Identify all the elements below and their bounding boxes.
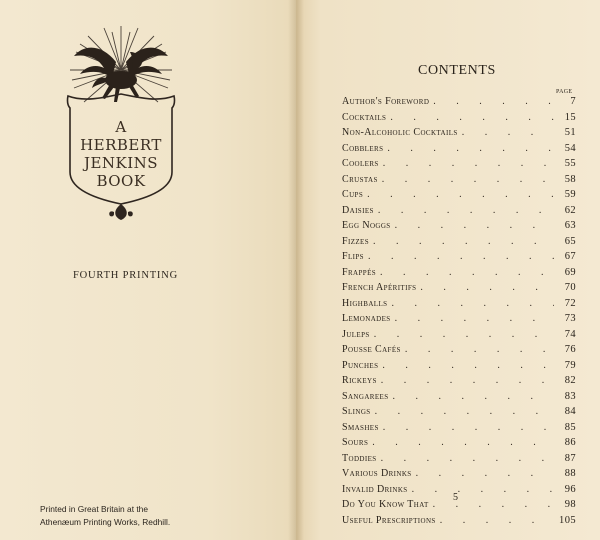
toc-entry-page: 87: [564, 452, 576, 464]
toc-entry: [342, 422, 576, 438]
table-of-contents: [342, 96, 576, 530]
toc-entry-page: 88: [564, 468, 576, 479]
toc-entry: [342, 313, 576, 329]
toc-entry-page: 85: [564, 421, 576, 433]
toc-entry: [342, 329, 576, 345]
toc-dot-leader: [383, 422, 554, 433]
toc-entry-page: 86: [564, 437, 576, 448]
toc-entry: [342, 205, 576, 221]
toc-dot-leader: [373, 236, 554, 247]
toc-entry: [342, 143, 576, 159]
toc-entry-page: 105: [559, 514, 576, 526]
imprint-line: Athenæum Printing Works, Redhill.: [40, 517, 171, 527]
toc-entry: [342, 220, 576, 236]
toc-dot-leader: [382, 360, 554, 371]
toc-entry-title: Egg Noggs: [342, 220, 391, 231]
toc-entry-title: Highballs: [342, 297, 388, 309]
toc-dot-leader: [420, 282, 554, 293]
toc-dot-leader: [462, 127, 554, 138]
toc-entry: [342, 344, 576, 360]
toc-entry: [342, 437, 576, 453]
toc-dot-leader: [375, 406, 554, 417]
device-line: A: [115, 118, 127, 136]
page-column-label: PAGE: [556, 89, 573, 95]
toc-dot-leader: [391, 298, 554, 309]
toc-entry-title: Juleps: [342, 328, 370, 340]
toc-entry: [342, 406, 576, 422]
toc-dot-leader: [378, 205, 554, 216]
toc-dot-leader: [380, 267, 554, 278]
toc-entry-title: Lemonades: [342, 313, 391, 324]
printing-notice: FOURTH PRINTING: [73, 270, 178, 281]
toc-entry: [342, 127, 576, 143]
toc-entry-page: 54: [564, 142, 576, 154]
device-line: JENKINS: [83, 154, 159, 172]
toc-entry-title: Punches: [342, 359, 379, 371]
toc-entry-title: Author's Foreword: [342, 96, 430, 107]
toc-entry: [342, 468, 576, 484]
toc-entry: [342, 236, 576, 252]
toc-entry: [342, 515, 576, 531]
fleuron-icon: [109, 204, 133, 220]
toc-entry-title: Invalid Drinks: [342, 483, 408, 495]
toc-dot-leader: [393, 391, 555, 402]
publisher-device: [58, 22, 184, 222]
toc-entry-page: 83: [564, 390, 576, 402]
toc-entry-page: 58: [564, 173, 576, 185]
toc-entry: [342, 267, 576, 283]
toc-entry-title: Crustas: [342, 173, 378, 185]
toc-entry-title: Do You Know That: [342, 499, 429, 510]
book-gutter: [288, 0, 304, 540]
toc-entry: [342, 112, 576, 128]
toc-entry-page: 72: [564, 297, 576, 309]
toc-entry-title: Cocktails: [342, 111, 387, 123]
toc-dot-leader: [383, 158, 554, 169]
device-line: HERBERT: [80, 136, 162, 154]
toc-entry-title: Cups: [342, 189, 364, 200]
toc-dot-leader: [405, 344, 554, 355]
toc-entry-page: 84: [564, 406, 576, 417]
toc-entry-title: Flips: [342, 251, 364, 262]
toc-dot-leader: [440, 515, 554, 526]
toc-entry-title: Fizzes: [342, 235, 370, 247]
toc-entry-page: 51: [564, 127, 576, 138]
printer-imprint: [40, 503, 290, 529]
toc-dot-leader: [390, 112, 554, 123]
toc-entry-page: 63: [564, 220, 576, 231]
toc-entry-page: 96: [564, 483, 576, 495]
toc-entry-title: Various Drinks: [342, 468, 412, 479]
toc-dot-leader: [372, 437, 554, 448]
toc-entry: [342, 391, 576, 407]
contents-title: CONTENTS: [418, 63, 496, 78]
toc-entry-title: Pousse Cafés: [342, 344, 401, 355]
imprint-line: Printed in Great Britain at the: [40, 504, 148, 514]
toc-entry: [342, 484, 576, 500]
toc-dot-leader: [368, 251, 554, 262]
device-text: [76, 118, 166, 190]
toc-entry: [342, 189, 576, 205]
toc-entry: [342, 96, 576, 112]
toc-entry-title: Daisies: [342, 204, 374, 216]
toc-entry-page: 62: [564, 204, 576, 216]
toc-entry-title: Sours: [342, 437, 369, 448]
toc-entry-title: Frappés: [342, 266, 377, 278]
toc-entry-title: Slings: [342, 406, 371, 417]
toc-entry-title: Toddies: [342, 452, 377, 464]
toc-entry-page: 82: [564, 375, 576, 386]
toc-entry: [342, 251, 576, 267]
toc-entry-page: 67: [564, 251, 576, 262]
toc-entry-title: Rickeys: [342, 375, 377, 386]
toc-entry-page: 70: [564, 282, 576, 293]
toc-dot-leader: [433, 499, 554, 510]
toc-entry: [342, 158, 576, 174]
sunburst-icon: [70, 26, 172, 102]
toc-entry-page: 55: [564, 158, 576, 169]
toc-entry-title: Cobblers: [342, 142, 384, 154]
toc-entry: [342, 282, 576, 298]
toc-entry-page: 73: [564, 313, 576, 324]
toc-dot-leader: [412, 484, 554, 495]
toc-entry: [342, 375, 576, 391]
toc-dot-leader: [387, 143, 554, 154]
toc-entry-title: Non-Alcoholic Cocktails: [342, 127, 458, 138]
toc-entry: [342, 453, 576, 469]
toc-entry: [342, 298, 576, 314]
toc-entry: [342, 360, 576, 376]
toc-dot-leader: [416, 468, 554, 479]
toc-dot-leader: [381, 375, 554, 386]
toc-entry-title: Useful Prescriptions: [342, 514, 436, 526]
toc-entry-page: 15: [564, 111, 576, 123]
left-page: [0, 0, 296, 540]
toc-entry-page: 74: [564, 328, 576, 340]
toc-dot-leader: [395, 220, 554, 231]
toc-entry: [342, 499, 576, 515]
toc-entry-page: 7: [570, 96, 576, 107]
toc-dot-leader: [374, 329, 554, 340]
toc-entry-title: French Apéritifs: [342, 282, 417, 293]
toc-dot-leader: [367, 189, 554, 200]
toc-dot-leader: [395, 313, 554, 324]
toc-entry-title: Smashes: [342, 421, 379, 433]
toc-dot-leader: [382, 174, 554, 185]
toc-entry-page: 76: [564, 344, 576, 355]
toc-entry-title: Coolers: [342, 158, 379, 169]
toc-entry-title: Sangarees: [342, 390, 389, 402]
toc-entry-page: 69: [564, 266, 576, 278]
toc-entry-page: 98: [564, 499, 576, 510]
toc-entry-page: 59: [564, 189, 576, 200]
page-number: 5: [453, 492, 458, 503]
device-line: BOOK: [96, 172, 146, 190]
toc-entry-page: 79: [564, 359, 576, 371]
toc-entry: [342, 174, 576, 190]
toc-dot-leader: [433, 96, 554, 107]
toc-dot-leader: [381, 453, 554, 464]
toc-entry-page: 65: [564, 235, 576, 247]
